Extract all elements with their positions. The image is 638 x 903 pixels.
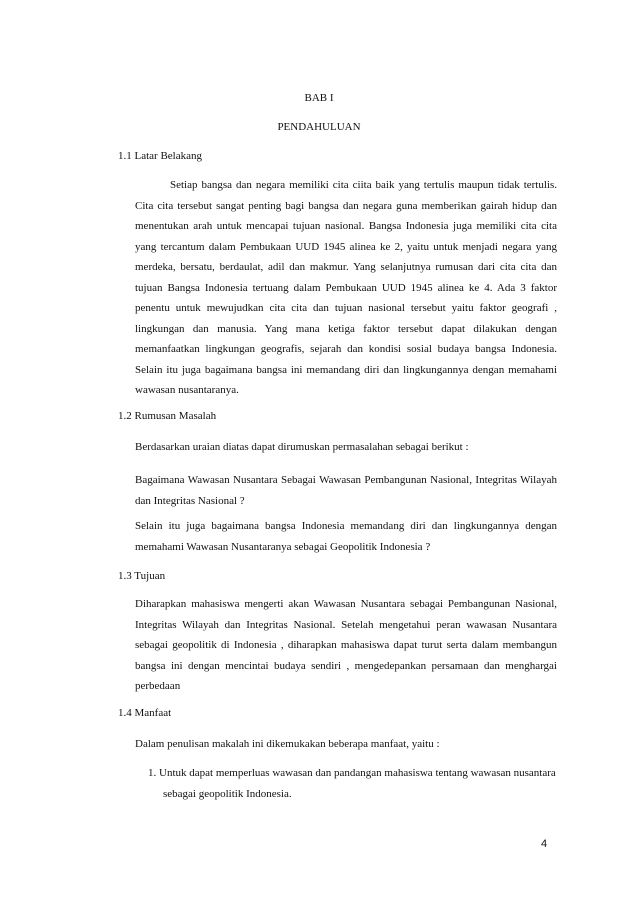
rumusan-masalah-question-1: Bagaimana Wawasan Nusantara Sebagai Wawasan Pembangunan Nasional, Integritas Wilayah dan Integritas Nasional ? xyxy=(135,474,557,507)
rumusan-masalah-intro: Berdasarkan uraian diatas dapat dirumuskan permasalahan sebagai berikut : xyxy=(135,441,469,453)
latar-belakang-paragraph: Setiap bangsa dan negara memiliki cita ciita baik yang tertulis maupun tidak tertulis. Cita cita tersebut sangat penting bagi bangsa dan negara guna memberikan gairah hidup dan menentukan arah untuk mencapai tujuan nasional. Bangsa Indonesia juga memiliki cita cita yang tercantum dalam Pembukaan UUD 1945 alinea ke 2, yaitu untuk menjadi negara yang merdeka, bersatu, berdaulat, adil dan makmur. Yang selanjutnya rumusan dari cita cita dan tujuan Bangsa Indonesia tertuang dalam Pembukaan UUD 1945 alinea ke 4. Ada 3 faktor penentu untuk mewujudkan cita cita dan tujuan nasional tersebut yaitu faktor geografi , lingkungan dan manusia. Yang mana ketiga faktor tersebut dapat dilakukan dengan memanfaatkan lingkungan geografis, sejarah dan kondisi sosial budaya bangsa Indonesia. Selain itu juga bagaimana bangsa ini memandang diri dan lingkungannya dengan memahami wawasan nusantaranya. xyxy=(135,179,557,396)
page-number: 4 xyxy=(541,838,548,850)
section-heading-tujuan: 1.3 Tujuan xyxy=(118,570,166,582)
section-heading-manfaat: 1.4 Manfaat xyxy=(118,707,172,719)
chapter-title: PENDAHULUAN xyxy=(277,121,361,133)
chapter-number: BAB I xyxy=(304,92,334,104)
section-heading-latar-belakang: 1.1 Latar Belakang xyxy=(118,150,202,162)
section-heading-rumusan-masalah: 1.2 Rumusan Masalah xyxy=(118,410,217,422)
manfaat-list-item: 1. Untuk dapat memperluas wawasan dan pandangan mahasiswa tentang wawasan nusantara sebagai geopolitik Indonesia. xyxy=(148,767,556,800)
tujuan-paragraph: Diharapkan mahasiswa mengerti akan Wawasan Nusantara sebagai Pembangunan Nasional, Integritas Wilayah dan Integritas Nasional. Setelah mengetahui peran wawasan Nusantara sebagai geopolitik di Indonesia , diharapkan mahasiswa dapat turut serta dalam membangun bangsa ini dengan mencintai budaya sendiri , mengedepankan persamaan dan menghargai perbedaan xyxy=(135,598,557,692)
rumusan-masalah-question-2: Selain itu juga bagaimana bangsa Indonesia memandang diri dan lingkungannya dengan memahami Wawasan Nusantaranya sebagai Geopolitik Indonesia ? xyxy=(135,520,557,553)
manfaat-intro: Dalam penulisan makalah ini dikemukakan beberapa manfaat, yaitu : xyxy=(135,738,440,750)
